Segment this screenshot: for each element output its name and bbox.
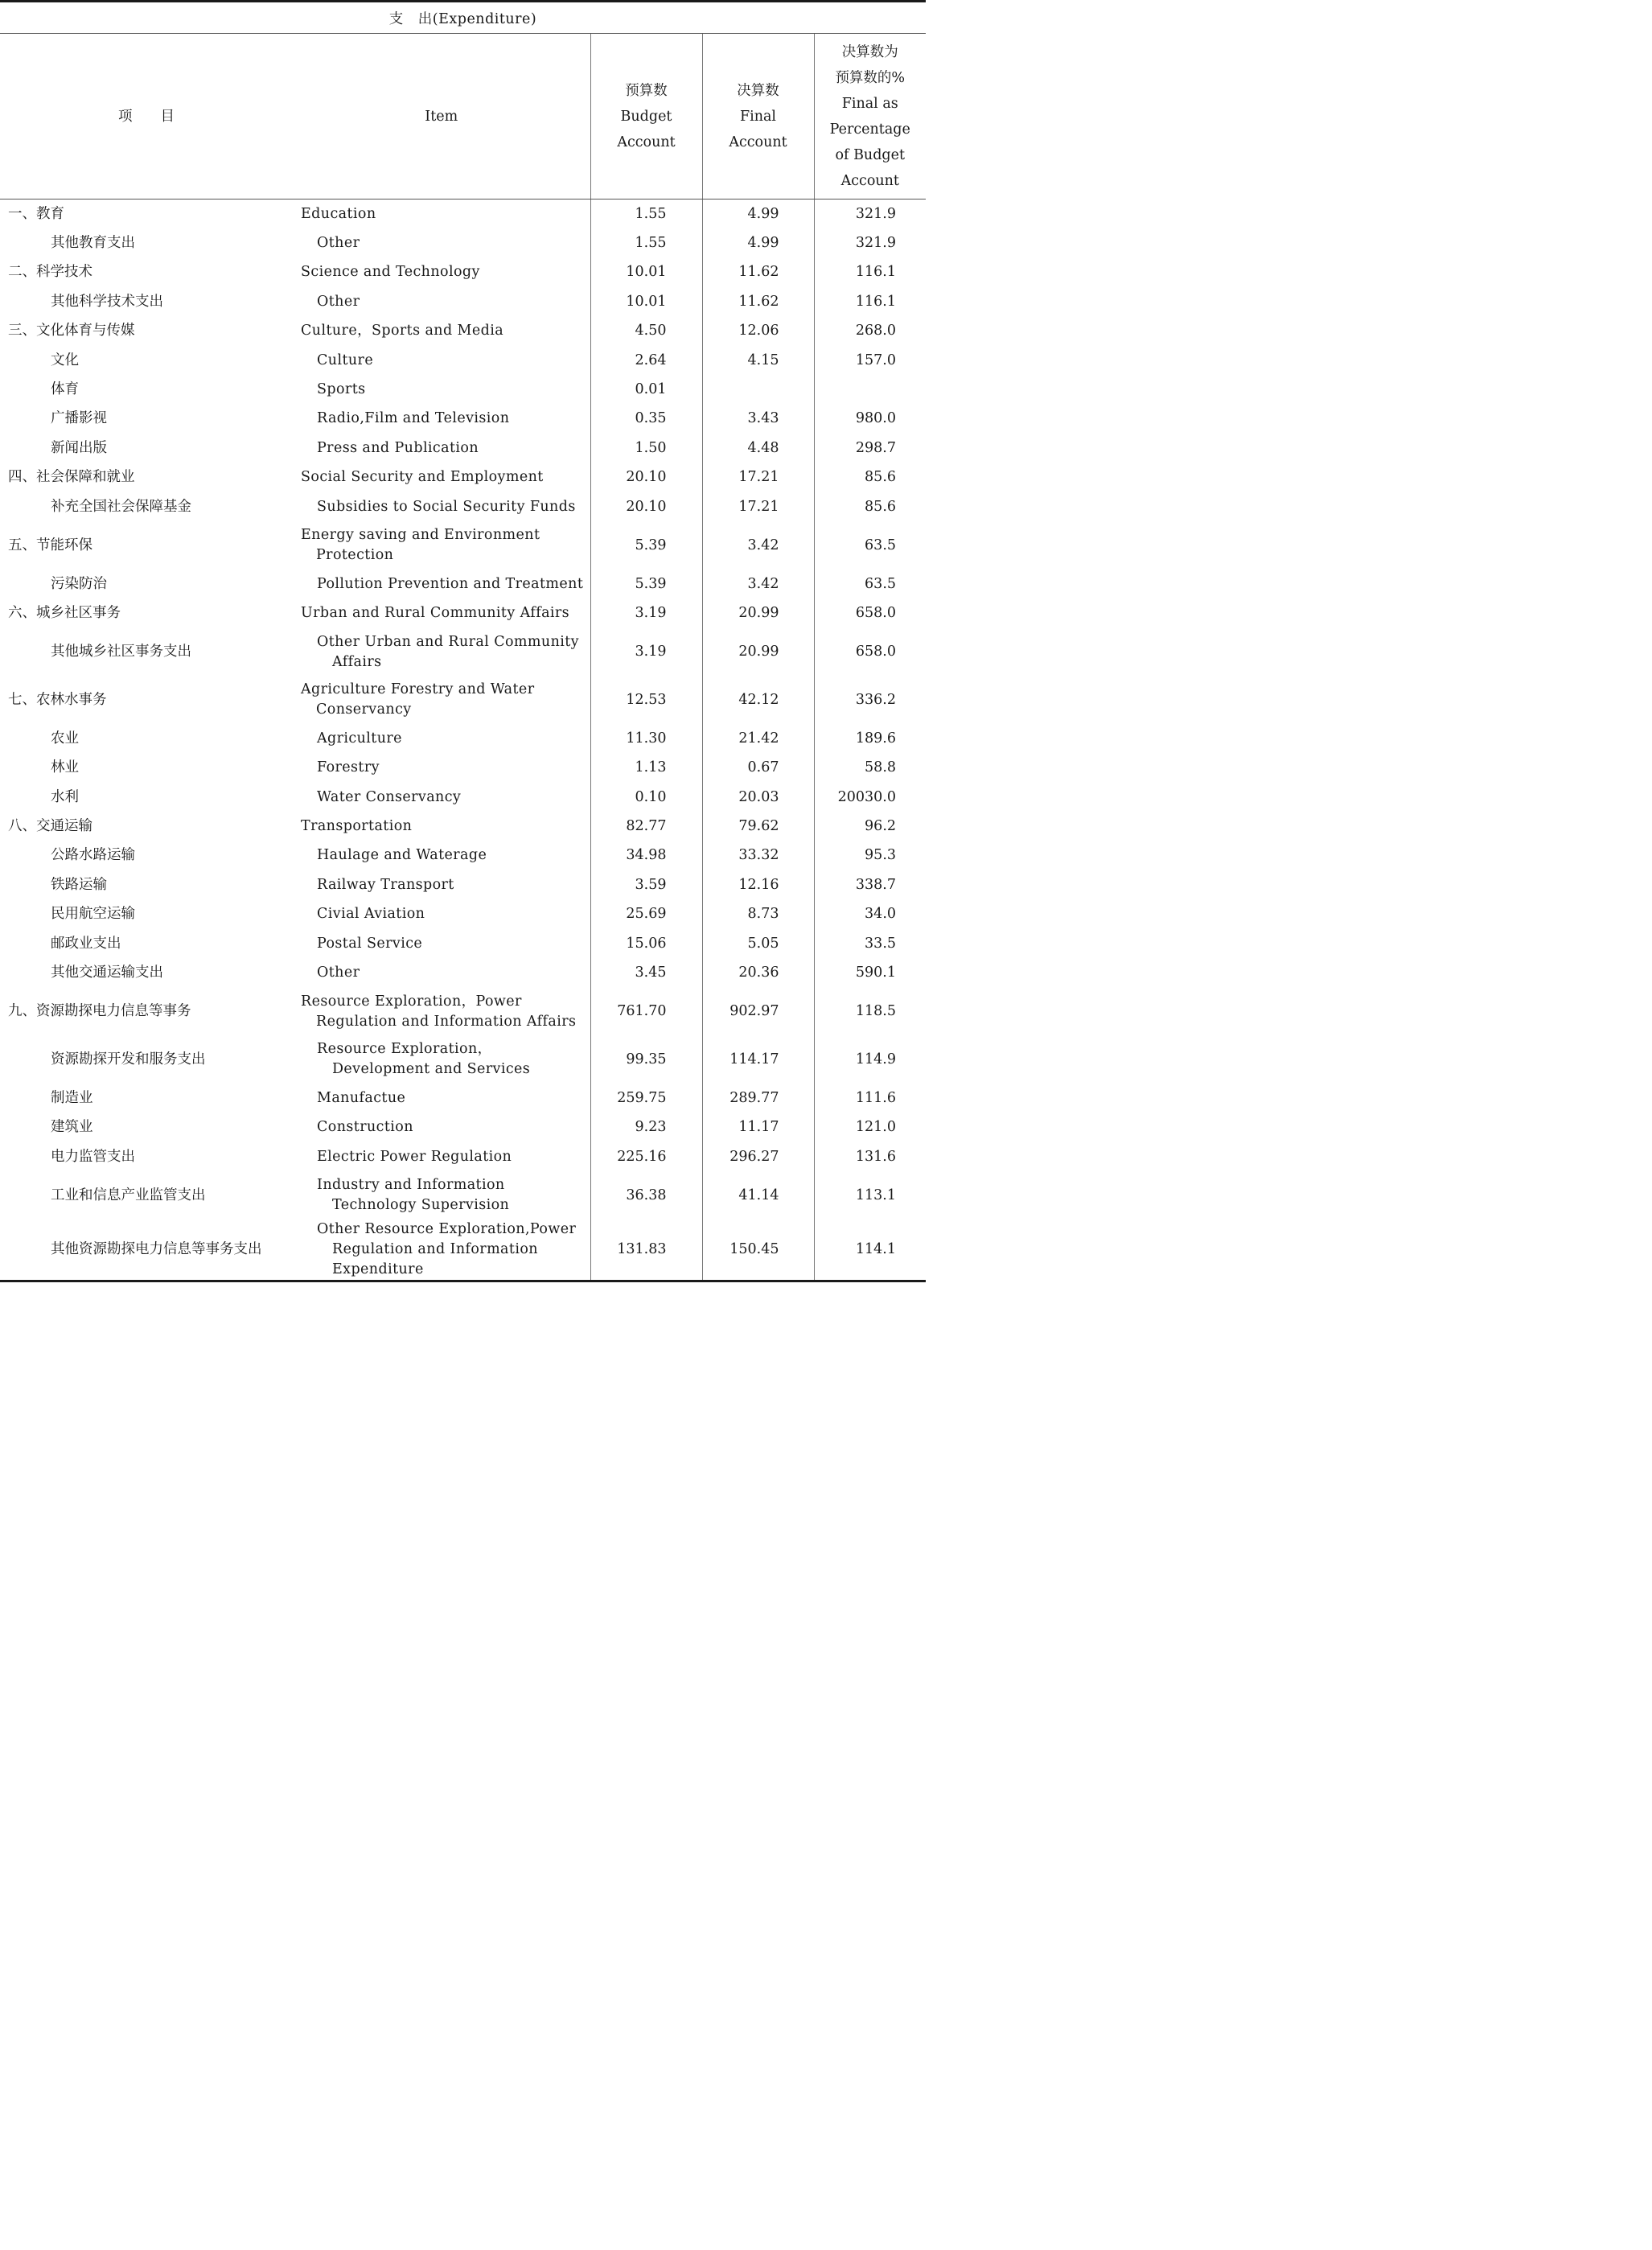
item-en-text: Resource Exploration，Power Regulation and Information Affairs — [301, 993, 577, 1030]
budget-cell: 10.01 — [590, 287, 702, 316]
header-budget-line: Account — [617, 134, 676, 150]
table-row — [0, 199, 926, 229]
item-en-cell — [293, 899, 590, 928]
percentage-cell: 96.2 — [814, 812, 926, 841]
item-en-text: Water Conservancy — [317, 788, 462, 805]
item-en-cell — [293, 1035, 590, 1084]
item-en-cell — [293, 199, 590, 229]
item-cn-cell: 六、城乡社区事务 — [8, 605, 121, 622]
table-row — [0, 958, 926, 987]
final-cell: 4.48 — [702, 434, 814, 463]
table-row — [0, 1084, 926, 1113]
item-en-cell — [293, 598, 590, 627]
item-en-text: Other — [317, 293, 360, 310]
item-en-cell — [293, 521, 590, 570]
table-row — [0, 492, 926, 521]
percentage-cell: 63.5 — [814, 521, 926, 570]
item-cn-cell: 文化 — [51, 352, 79, 368]
item-en-cell — [293, 463, 590, 492]
table-row — [0, 724, 926, 753]
header-percentage — [814, 34, 926, 199]
item-cn-cell: 工业和信息产业监管支出 — [51, 1187, 206, 1203]
item-en-cell — [293, 754, 590, 783]
header-final-line: Final — [739, 108, 777, 125]
item-cn-cell: 其他城乡社区事务支出 — [51, 644, 191, 660]
percentage-cell: 298.7 — [814, 434, 926, 463]
item-en-text: Industry and Information Technology Supervision — [317, 1177, 510, 1214]
percentage-cell: 121.0 — [814, 1113, 926, 1141]
item-cn-cell: 制造业 — [51, 1089, 93, 1106]
table-row — [0, 841, 926, 870]
table-row — [0, 258, 926, 287]
item-cn-cell: 农业 — [51, 730, 79, 747]
item-en-text: Other — [317, 964, 360, 981]
item-en-cell — [293, 1142, 590, 1171]
percentage-cell: 157.0 — [814, 346, 926, 375]
percentage-cell: 658.0 — [814, 628, 926, 677]
item-en-cell — [293, 958, 590, 987]
header-budget — [590, 34, 702, 199]
item-en-text: Haulage and Waterage — [317, 847, 487, 864]
item-cn-cell: 邮政业支出 — [51, 935, 121, 952]
percentage-cell: 34.0 — [814, 899, 926, 928]
item-cn-cell: 体育 — [51, 381, 79, 398]
budget-cell: 25.69 — [590, 899, 702, 928]
table-body — [0, 199, 926, 1281]
item-cn-cell: 铁路运输 — [51, 876, 107, 893]
final-cell: 150.45 — [702, 1220, 814, 1281]
item-en-cell — [293, 783, 590, 812]
item-cn-cell: 资源勘探开发和服务支出 — [51, 1051, 206, 1067]
table-row — [0, 1035, 926, 1084]
budget-cell: 20.10 — [590, 463, 702, 492]
percentage-cell: 338.7 — [814, 870, 926, 899]
budget-cell: 20.10 — [590, 492, 702, 521]
final-cell: 3.42 — [702, 521, 814, 570]
item-en-cell — [293, 405, 590, 434]
header-final — [702, 34, 814, 199]
item-en-text: Pollution Prevention and Treatment — [317, 575, 584, 592]
final-cell: 902.97 — [702, 988, 814, 1036]
budget-cell: 15.06 — [590, 929, 702, 958]
item-en-cell — [293, 492, 590, 521]
item-cn-cell: 广播影视 — [51, 410, 107, 427]
percentage-cell: 58.8 — [814, 754, 926, 783]
table-row — [0, 463, 926, 492]
final-cell: 8.73 — [702, 899, 814, 928]
final-cell: 20.03 — [702, 783, 814, 812]
percentage-cell: 20030.0 — [814, 783, 926, 812]
item-en-text: Culture — [317, 352, 374, 368]
budget-cell: 1.13 — [590, 754, 702, 783]
item-en-cell — [293, 676, 590, 724]
percentage-cell: 131.6 — [814, 1142, 926, 1171]
percentage-cell: 189.6 — [814, 724, 926, 753]
percentage-cell: 85.6 — [814, 492, 926, 521]
item-en-cell — [293, 258, 590, 287]
budget-cell: 259.75 — [590, 1084, 702, 1113]
final-cell: 114.17 — [702, 1035, 814, 1084]
percentage-cell: 85.6 — [814, 463, 926, 492]
item-cn-cell: 污染防治 — [51, 575, 107, 592]
item-en-text: Urban and Rural Community Affairs — [301, 605, 570, 622]
budget-cell: 12.53 — [590, 676, 702, 724]
item-en-text: Postal Service — [317, 935, 423, 952]
budget-cell: 3.19 — [590, 598, 702, 627]
header-budget-line: Budget — [620, 108, 672, 125]
item-cn-cell: 其他教育支出 — [51, 235, 135, 252]
item-en-text: Manufactue — [317, 1089, 406, 1106]
item-cn-cell: 七、农林水事务 — [8, 691, 107, 708]
item-en-cell — [293, 988, 590, 1036]
final-cell: 3.42 — [702, 570, 814, 598]
item-en-cell — [293, 724, 590, 753]
budget-cell: 36.38 — [590, 1171, 702, 1220]
item-en-cell — [293, 929, 590, 958]
item-cn-cell: 其他资源勘探电力信息等事务支出 — [0, 1220, 293, 1281]
percentage-cell: 590.1 — [814, 958, 926, 987]
item-en-cell — [293, 812, 590, 841]
table-row — [0, 1142, 926, 1171]
table-row — [0, 375, 926, 404]
item-en-text: Education — [301, 205, 376, 222]
table-row — [0, 754, 926, 783]
budget-cell: 0.35 — [590, 405, 702, 434]
final-cell: 42.12 — [702, 676, 814, 724]
item-cn-cell: 新闻出版 — [51, 439, 107, 456]
percentage-cell: 658.0 — [814, 598, 926, 627]
table-row — [0, 434, 926, 463]
table-row — [0, 870, 926, 899]
final-cell: 4.99 — [702, 199, 814, 229]
item-en-cell — [293, 870, 590, 899]
item-en-cell — [293, 1113, 590, 1141]
header-pct-line: 决算数为 — [841, 43, 898, 60]
table-row — [0, 628, 926, 677]
final-cell: 4.15 — [702, 346, 814, 375]
expenditure-table-page — [0, 0, 926, 1282]
table-row — [0, 1220, 926, 1281]
item-en-cell — [293, 228, 590, 257]
header-item-cn: 项 目 — [0, 34, 293, 199]
item-cn-cell: 二、科学技术 — [8, 264, 92, 281]
budget-cell: 3.59 — [590, 870, 702, 899]
item-en-cell — [293, 1220, 590, 1281]
percentage-cell: 321.9 — [814, 199, 926, 229]
item-cn-cell: 一、教育 — [8, 205, 64, 222]
header-pct-line: 预算数的% — [835, 69, 906, 86]
budget-cell: 2.64 — [590, 346, 702, 375]
final-cell: 20.99 — [702, 598, 814, 627]
table-row — [0, 783, 926, 812]
budget-cell: 5.39 — [590, 521, 702, 570]
table-row — [0, 570, 926, 598]
item-en-cell — [293, 1171, 590, 1220]
table-row — [0, 988, 926, 1036]
item-cn-cell: 其他交通运输支出 — [51, 964, 163, 981]
percentage-cell: 95.3 — [814, 841, 926, 870]
item-cn-cell: 水利 — [51, 788, 79, 805]
final-cell: 41.14 — [702, 1171, 814, 1220]
percentage-cell: 111.6 — [814, 1084, 926, 1113]
item-en-cell — [293, 346, 590, 375]
final-cell: 4.99 — [702, 228, 814, 257]
percentage-cell: 113.1 — [814, 1171, 926, 1220]
percentage-cell: 33.5 — [814, 929, 926, 958]
header-item-en: Item — [293, 34, 590, 199]
percentage-cell: 268.0 — [814, 317, 926, 346]
final-cell: 3.43 — [702, 405, 814, 434]
item-cn-cell: 其他科学技术支出 — [51, 293, 163, 310]
header-pct-line: Final as — [841, 95, 898, 112]
item-en-cell — [293, 317, 590, 346]
budget-cell: 11.30 — [590, 724, 702, 753]
table-row — [0, 1113, 926, 1141]
item-en-text: Civial Aviation — [317, 906, 425, 923]
item-en-text: Culture，Sports and Media — [301, 323, 504, 339]
percentage-cell: 114.1 — [814, 1220, 926, 1281]
budget-cell: 82.77 — [590, 812, 702, 841]
item-en-cell — [293, 287, 590, 316]
percentage-cell: 63.5 — [814, 570, 926, 598]
item-en-text: Agriculture — [317, 730, 402, 747]
item-en-text: Press and Publication — [317, 439, 479, 456]
final-cell: 12.06 — [702, 317, 814, 346]
item-en-text: Subsidies to Social Security Funds — [317, 498, 576, 515]
percentage-cell: 336.2 — [814, 676, 926, 724]
expenditure-table — [0, 0, 926, 1282]
budget-cell: 0.01 — [590, 375, 702, 404]
item-cn-cell: 林业 — [51, 759, 79, 776]
percentage-cell: 116.1 — [814, 287, 926, 316]
item-cn-cell: 四、社会保障和就业 — [8, 469, 135, 486]
table-row — [0, 1171, 926, 1220]
item-en-text: Construction — [317, 1119, 413, 1136]
item-en-cell — [293, 628, 590, 677]
item-en-cell — [293, 841, 590, 870]
table-row — [0, 676, 926, 724]
final-cell: 33.32 — [702, 841, 814, 870]
table-row — [0, 929, 926, 958]
item-en-text: Resource Exploration，Development and Services — [317, 1041, 531, 1078]
percentage-cell: 321.9 — [814, 228, 926, 257]
item-en-text: Energy saving and Environment Protection — [301, 527, 540, 564]
budget-cell: 1.55 — [590, 199, 702, 229]
percentage-cell — [814, 375, 926, 404]
item-en-text: Other Resource Exploration,Power Regulation and Information Expenditure — [317, 1220, 577, 1277]
item-cn-cell: 五、节能环保 — [8, 537, 92, 553]
item-cn-cell: 建筑业 — [51, 1119, 93, 1136]
budget-cell: 3.45 — [590, 958, 702, 987]
percentage-cell: 980.0 — [814, 405, 926, 434]
header-budget-line: 预算数 — [625, 82, 668, 99]
final-cell: 79.62 — [702, 812, 814, 841]
percentage-cell: 118.5 — [814, 988, 926, 1036]
item-en-text: Radio,Film and Television — [317, 410, 510, 427]
final-cell: 296.27 — [702, 1142, 814, 1171]
final-cell: 11.62 — [702, 287, 814, 316]
item-cn-cell: 八、交通运输 — [8, 818, 92, 834]
budget-cell: 131.83 — [590, 1220, 702, 1281]
table-row — [0, 228, 926, 257]
budget-cell: 225.16 — [590, 1142, 702, 1171]
budget-cell: 99.35 — [590, 1035, 702, 1084]
item-en-cell — [293, 1084, 590, 1113]
budget-cell: 4.50 — [590, 317, 702, 346]
percentage-cell: 116.1 — [814, 258, 926, 287]
budget-cell: 761.70 — [590, 988, 702, 1036]
item-cn-cell: 补充全国社会保障基金 — [51, 498, 191, 515]
final-cell: 11.17 — [702, 1113, 814, 1141]
item-en-text: Electric Power Regulation — [317, 1148, 512, 1165]
table-row — [0, 521, 926, 570]
budget-cell: 34.98 — [590, 841, 702, 870]
header-final-line: Account — [729, 134, 787, 150]
item-en-text: Transportation — [301, 818, 413, 834]
budget-cell: 1.50 — [590, 434, 702, 463]
item-cn-cell: 民用航空运输 — [51, 906, 135, 923]
final-cell — [702, 375, 814, 404]
item-en-text: Other Urban and Rural Community Affairs — [317, 633, 579, 670]
item-cn-cell: 九、资源勘探电力信息等事务 — [8, 1003, 191, 1019]
header-pct-line: Account — [840, 172, 899, 189]
item-en-cell — [293, 434, 590, 463]
table-row — [0, 899, 926, 928]
percentage-cell: 114.9 — [814, 1035, 926, 1084]
final-cell: 0.67 — [702, 754, 814, 783]
final-cell: 11.62 — [702, 258, 814, 287]
item-en-cell — [293, 375, 590, 404]
item-cn-cell: 电力监管支出 — [51, 1148, 135, 1165]
final-cell: 289.77 — [702, 1084, 814, 1113]
item-en-text: Other — [317, 235, 360, 252]
item-en-text: Social Security and Employment — [301, 469, 544, 486]
table-row — [0, 287, 926, 316]
table-row — [0, 346, 926, 375]
budget-cell: 1.55 — [590, 228, 702, 257]
table-row — [0, 317, 926, 346]
final-cell: 5.05 — [702, 929, 814, 958]
budget-cell: 9.23 — [590, 1113, 702, 1141]
table-row — [0, 405, 926, 434]
final-cell: 17.21 — [702, 492, 814, 521]
final-cell: 12.16 — [702, 870, 814, 899]
item-en-text: Sports — [317, 381, 366, 398]
item-en-text: Science and Technology — [301, 264, 480, 281]
budget-cell: 0.10 — [590, 783, 702, 812]
header-pct-line: of Budget — [835, 146, 906, 163]
item-cn-cell: 三、文化体育与传媒 — [8, 323, 135, 339]
final-cell: 20.36 — [702, 958, 814, 987]
budget-cell: 3.19 — [590, 628, 702, 677]
final-cell: 21.42 — [702, 724, 814, 753]
item-en-text: Agriculture Forestry and Water Conservancy — [301, 681, 535, 718]
header-pct-line: Percentage — [829, 121, 910, 138]
item-cn-cell: 公路水路运输 — [51, 847, 135, 864]
item-en-text: Forestry — [317, 759, 380, 776]
table-row — [0, 598, 926, 627]
header-final-line: 决算数 — [737, 82, 779, 99]
final-cell: 20.99 — [702, 628, 814, 677]
table-row — [0, 812, 926, 841]
table-title: 支 出(Expenditure) — [0, 2, 926, 34]
budget-cell: 10.01 — [590, 258, 702, 287]
item-en-cell — [293, 570, 590, 598]
item-en-text: Railway Transport — [317, 876, 454, 893]
budget-cell: 5.39 — [590, 570, 702, 598]
final-cell: 17.21 — [702, 463, 814, 492]
